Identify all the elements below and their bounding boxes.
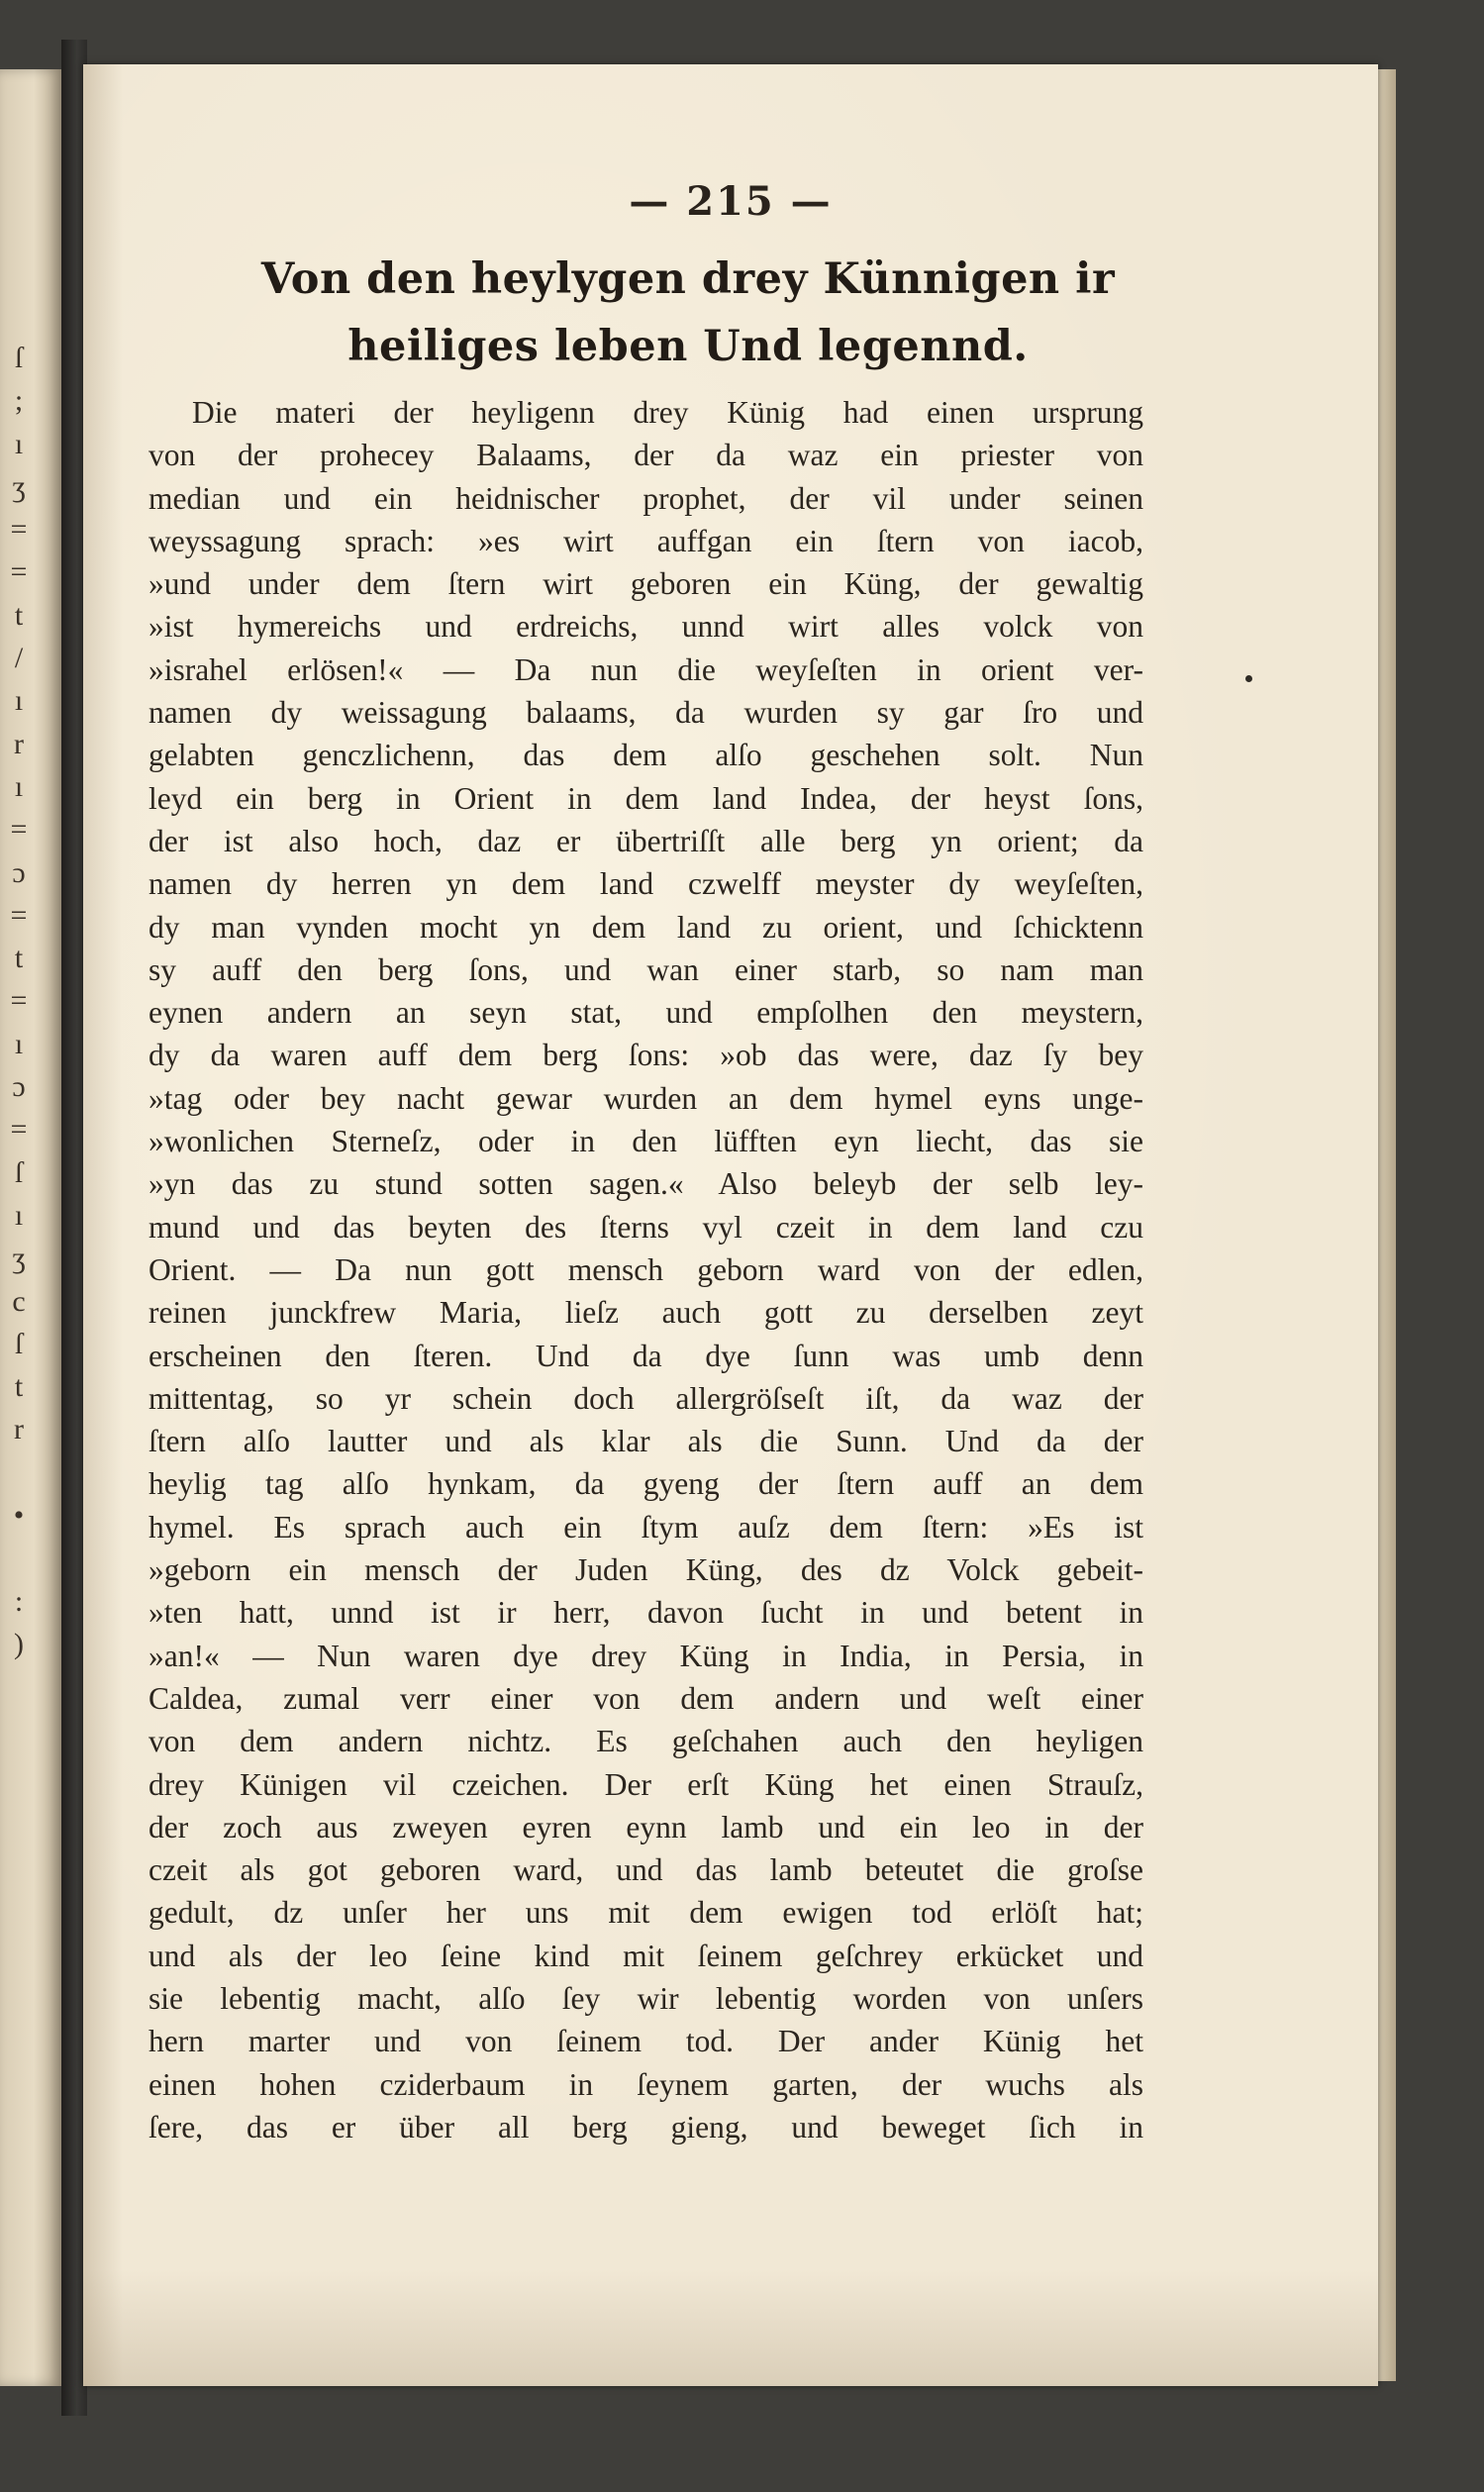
text-line: »ten hatt, unnd ist ir herr, davon ſucht in und betent in [148,1595,1143,1631]
text-line: ſere, das er über all berg gieng, und beweget ſich in [148,2109,1143,2144]
text-line: erscheinen den ſteren. Und da dye ſunn was umb denn [148,1338,1143,1373]
text-line: ſtern alſo lautter und als klar als die Sunn. Und da der [148,1424,1143,1459]
text-line: der zoch aus zweyen eyren eynn lamb und ein leo in der [148,1809,1143,1844]
margin-glyph: ʒ [12,469,26,503]
text-line: hern marter und von ſeinem tod. Der ander Künig het [148,2024,1143,2059]
text-line: »an!« — Nun waren dye drey Küng in India, in Persia, in [148,1638,1143,1673]
page-number: — 215 — [629,178,833,225]
text-line: von dem andern nichtz. Es geſchahen auch den heyligen [148,1724,1143,1759]
text-line: »wonlichen Sterneſz, oder in den lüfften eyn liecht, das sie [148,1124,1143,1159]
ink-speck [1245,675,1252,682]
margin-glyph: t [14,1370,24,1404]
margin-glyph: ſ [14,342,24,374]
text-line: Caldea, zumal verr einer von dem andern und weſt einer [148,1680,1143,1716]
text-line: eynen andern an seyn stat, und empſolhen den meystern, [148,995,1143,1031]
heading-line: heiliges leben Und legennd. [347,322,1029,371]
margin-glyph: ) [14,1627,24,1660]
margin-glyph: r [14,1413,24,1446]
margin-glyph: ı [14,769,24,803]
margin-glyph: = [10,1113,28,1146]
text-line: Die materi der heyligenn drey Künig had einen ursprung [192,395,1143,430]
margin-glyph: : [14,1584,24,1618]
margin-glyph [4,1451,34,1494]
margin-glyph: ɔ [12,855,26,889]
text-line: der ist also hoch, daz er übertriſſt alle berg yn orient; da [148,823,1143,858]
text-line: czeit als got geboren ward, und das lamb beteutet die groſse [148,1852,1143,1888]
text-line: Orient. — Da nun gott mensch geborn ward von der edlen, [148,1251,1143,1287]
margin-glyph: = [10,555,28,589]
text-line: weyssagung sprach: »es wirt auffgan ein ſtern von iacob, [148,523,1143,558]
text-line: »geborn ein mensch der Juden Küng, des dz Volck gebeit- [148,1552,1143,1588]
margin-glyph: ʒ [12,1242,26,1275]
text-line: heylig tag alſo hynkam, da gyeng der ſtern auff an dem [148,1466,1143,1502]
margin-glyph: ; [14,384,24,418]
text-line: »tag oder bey nacht gewar wurden an dem hymel eyns unge- [148,1080,1143,1116]
text-line: und als der leo ſeine kind mit ſeinem geſchrey erkücket und [148,1938,1143,1973]
text-line: reinen junckfrew Maria, lieſz auch gott zu derselben zeyt [148,1295,1143,1331]
margin-glyph: ſ [14,1327,24,1360]
heading-line: Von den heylygen drey Künnigen ir [260,254,1116,304]
margin-glyph: t [14,942,24,975]
text-line: leyd ein berg in Orient in dem land Indea, der heyst ſons, [148,780,1143,816]
margin-glyph: ı [14,1198,24,1232]
chapter-heading [198,246,1178,380]
margin-glyph: ſ [14,1155,24,1189]
text-line: dy man vynden mocht yn dem land zu orient, und ſchicktenn [148,909,1143,945]
text-line: von der prohecey Balaams, der da waz ein priester von [148,438,1143,473]
margin-glyph: = [10,984,28,1018]
margin-glyph: = [10,898,28,932]
text-line: sy auff den berg ſons, und wan einer starb, so nam man [148,951,1143,987]
text-line: einen hohen cziderbaum in ſeynem garten, der wuchs als [148,2066,1143,2102]
margin-glyph: ı [14,1027,24,1060]
margin-glyph: t [14,598,24,632]
text-line: mittentag, so yr schein doch allergröſseſt iſt, da waz der [148,1380,1143,1416]
facing-page-edge [0,69,61,2386]
text-line: gelabten genczlichenn, das dem alſo geschehen solt. Nun [148,738,1143,773]
text-line: namen dy weissagung balaams, da wurden sy gar ſro und [148,695,1143,731]
page-edge [1378,69,1396,2381]
text-line: hymel. Es sprach auch ein ſtym auſz dem ſtern: »Es ist [148,1509,1143,1545]
margin-glyph: / [14,642,24,675]
margin-glyph: = [10,813,28,847]
text-line: dy da waren auff dem berg ſons: »ob das were, daz ſy bey [148,1038,1143,1073]
text-line: drey Künigen vil czeichen. Der erſt Küng het einen Strauſz, [148,1766,1143,1802]
margin-glyph: = [10,513,28,547]
margin-glyph: • [13,1499,25,1533]
text-line: »und under dem ſtern wirt geboren ein Küng, der gewaltig [148,566,1143,602]
margin-glyph: r [14,727,24,760]
text-line: mund und das beyten des ſterns vyl czeit in dem land czu [148,1209,1143,1245]
text-line: »ist hymereichs und erdreichs, unnd wirt alles volck von [148,609,1143,645]
text-line: sie lebentig macht, alſo ſey wir lebentig worden von unſers [148,1980,1143,2016]
text-line: median und ein heidnischer prophet, der vil under seinen [148,480,1143,516]
text-line: »israhel erlösen!« — Da nun die weyſeſten in orient ver- [148,651,1143,687]
text-line: namen dy herren yn dem land czwelff meyster dy weyſeſten, [148,866,1143,902]
margin-glyph: ɔ [12,1070,26,1104]
margin-glyph: ı [14,684,24,718]
text-line: gedult, dz unſer her uns mit dem ewigen tod erlöſt hat; [148,1895,1143,1931]
margin-glyph [4,1537,34,1579]
text-line: »yn das zu stund sotten sagen.« Also beleyb der selb ley- [148,1166,1143,1202]
margin-glyph: ı [14,427,24,460]
facing-page-margin-characters [4,337,34,1665]
margin-glyph: c [12,1284,26,1318]
body-text [148,391,1143,2148]
